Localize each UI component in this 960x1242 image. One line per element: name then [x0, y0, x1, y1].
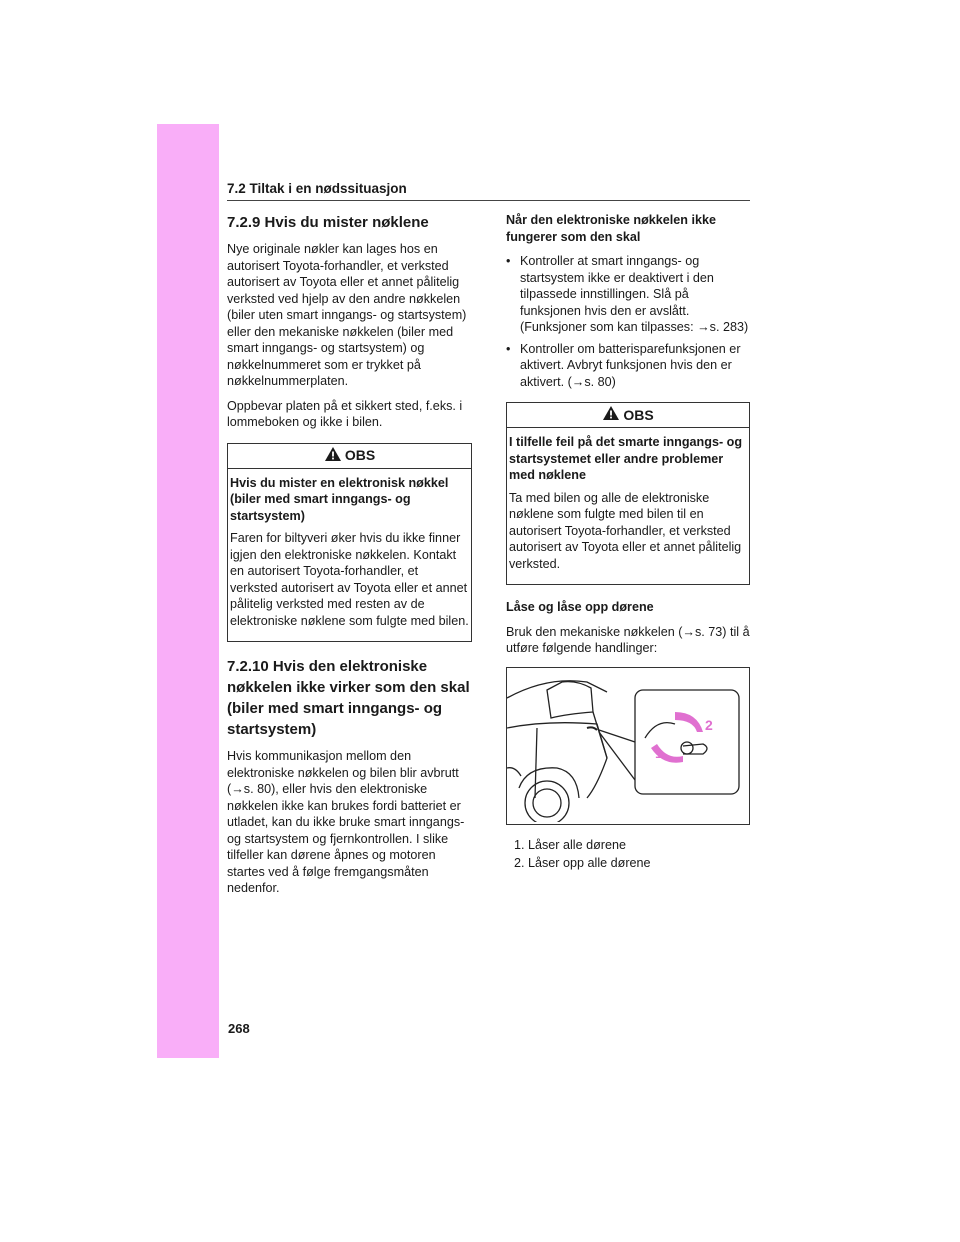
heading-key-malfunction: 7.2.10 Hvis den elektroniske nøkkelen ikke virker som den skal (biler med smart inngangs- og startsystem) [227, 658, 470, 738]
page-number: 268 [228, 1021, 250, 1036]
list-item: 1. Låser alle dørene [514, 837, 627, 852]
list-item: 2. Låser opp alle dørene [514, 856, 651, 870]
paragraph-new-keys: Nye originale nøkler kan lages hos en autorisert Toyota-forhandler, et verksted autorisert av Toyota eller et annet pålitelig verksted ved hjelp av den andre nøkkelen (biler uten smart inngangs- og startsystem) eller den mekaniske nøkkelen (biler med smart inngangs- og startsystem) og nøkkelnummeret som er trykket på nøkkelnummerplaten. [227, 242, 467, 388]
side-tab [157, 124, 219, 1058]
obs-text: Faren for biltyveri øker hvis du ikke finner igjen den elektroniske nøkkelen. Kontakt en autorisert Toyota-forhandler, et verksted autorisert av Toyota eller et annet pålitelig verksted med resten av de elektroniske nøklene som fulgte med bilen. [230, 531, 469, 628]
right-column [506, 212, 750, 874]
obs-text: Ta med bilen og alle de elektroniske nøklene som fulgte med bilen til en autorisert Toyota-forhandler, et verksted autorisert av Toyota eller et annet pålitelig verksted. [509, 490, 742, 571]
paragraph-communication: Hvis kommunikasjon mellom den elektroniske nøkkelen og bilen blir avbrutt (→s. 80), eller hvis den elektroniske nøkkelen ikke kan brukes fordi batteriet er utladet, kan du ikke bruke smart inngangs- og startsystem og fjernkontrollen. I slike tilfeller kan dørene åpnes og motoren startes ved å følge fremgangsmåten nedenfor. [227, 749, 465, 895]
list-item: • Kontroller at smart inngangs- og startsystem ikke er deaktivert i den tilpassede innstillingen. Slå på funksjonen hvis den er avslått. (Funksjoner som kan tilpasses: →s. 283) [506, 254, 749, 334]
left-column [227, 212, 472, 905]
callout-label-2: 2 [705, 716, 713, 733]
heading-lock-unlock: Låse og låse opp dørene [506, 600, 654, 614]
obs-title: OBS [623, 406, 654, 423]
car-door-drawing [507, 668, 749, 822]
obs-title: OBS [344, 447, 376, 464]
door-lock-illustration [506, 667, 750, 825]
paragraph-store-plate: Oppbevar platen på et sikkert sted, f.eks. i lommeboken og ikke i bilen. [227, 398, 463, 429]
header-rule [227, 200, 750, 201]
obs-header [507, 403, 749, 428]
warning-icon [324, 446, 342, 466]
warning-icon [602, 405, 620, 425]
obs-heading: Hvis du mister en elektronisk nøkkel (biler med smart inngangs- og startsystem) [230, 475, 449, 523]
obs-header [228, 444, 471, 469]
heading-key-not-working: Når den elektroniske nøkkelen ikke fungerer som den skal [506, 213, 716, 244]
section-header: 7.2 Tiltak i en nødssituasjon [227, 181, 407, 196]
paragraph-mechanical-key: Bruk den mekaniske nøkkelen (→s. 73) til å utføre følgende handlinger: [506, 624, 750, 655]
steps-list [506, 837, 750, 872]
obs-heading: I tilfelle feil på det smarte inngangs- og startsystemet eller andre problemer med nøklene [509, 435, 743, 482]
heading-lost-keys: 7.2.9 Hvis du mister nøklene [227, 214, 429, 231]
obs-box-lost-key [227, 443, 472, 643]
callout-label-1: 1 [655, 744, 663, 761]
obs-box-system-fault [506, 402, 750, 585]
list-item: • Kontroller om batterisparefunksjonen er aktivert. Avbryt funksjonen hvis den er aktivert. (→s. 80) [506, 341, 741, 389]
check-list [506, 253, 750, 390]
